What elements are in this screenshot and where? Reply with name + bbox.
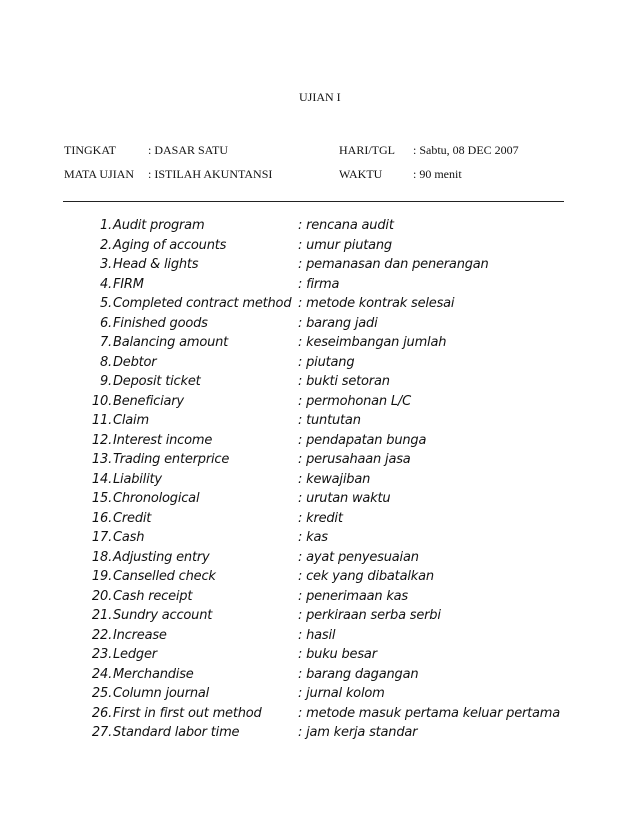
item-definition: : penerimaan kas bbox=[298, 588, 408, 604]
list-item bbox=[0, 686, 638, 706]
item-term: Chronological bbox=[113, 491, 200, 506]
list-item bbox=[0, 355, 638, 375]
waktu-value: : 90 menit bbox=[413, 167, 462, 181]
item-definition: : rencana audit bbox=[298, 218, 394, 233]
item-number: 8. bbox=[99, 354, 112, 370]
item-number: 4. bbox=[99, 276, 112, 292]
item-term: Finished goods bbox=[113, 315, 208, 331]
item-definition: : tuntutan bbox=[298, 413, 361, 428]
list-item bbox=[0, 257, 638, 277]
list-item bbox=[0, 335, 638, 355]
item-number: 13. bbox=[91, 452, 112, 467]
item-term: Head & lights bbox=[113, 257, 199, 272]
item-number: 9. bbox=[99, 374, 112, 389]
mata-ujian-label: MATA UJIAN bbox=[64, 167, 135, 181]
item-term: Cash receipt bbox=[113, 588, 193, 604]
list-item bbox=[0, 472, 638, 492]
tingkat-value: : DASAR SATU bbox=[148, 143, 229, 157]
item-definition: : permohonan L/C bbox=[298, 393, 411, 409]
item-term: Audit program bbox=[113, 218, 205, 233]
hari-label: HARI/TGL bbox=[339, 143, 395, 157]
item-number: 25. bbox=[91, 686, 112, 701]
item-term: Merchandise bbox=[113, 666, 194, 682]
item-number: 26. bbox=[91, 705, 112, 721]
list-item bbox=[0, 511, 638, 531]
item-term: Balancing amount bbox=[113, 335, 229, 350]
list-item bbox=[0, 452, 638, 472]
item-definition: : bukti setoran bbox=[298, 374, 390, 389]
item-term: Cash bbox=[113, 530, 145, 545]
item-term: Deposit ticket bbox=[113, 374, 201, 389]
list-item bbox=[0, 667, 638, 687]
item-number: 18. bbox=[91, 549, 112, 565]
item-number: 27. bbox=[91, 725, 112, 740]
item-term: Canselled check bbox=[113, 569, 216, 584]
item-definition: : perusahaan jasa bbox=[298, 452, 411, 467]
item-number: 12. bbox=[91, 432, 112, 448]
list-item bbox=[0, 628, 638, 648]
item-number: 16. bbox=[91, 510, 112, 526]
item-definition: : hasil bbox=[298, 627, 336, 643]
item-definition: : kredit bbox=[298, 510, 343, 526]
item-term: Completed contract method bbox=[113, 296, 292, 311]
tingkat-label: TINGKAT bbox=[64, 143, 116, 157]
header-divider bbox=[63, 201, 564, 202]
item-number: 10. bbox=[91, 393, 112, 409]
item-term: Sundry account bbox=[113, 608, 213, 623]
item-definition: : buku besar bbox=[298, 647, 377, 662]
item-definition: : metode kontrak selesai bbox=[298, 296, 455, 311]
item-term: Claim bbox=[113, 413, 149, 428]
item-definition: : ayat penyesuaian bbox=[298, 549, 419, 565]
item-definition: : kas bbox=[298, 530, 328, 545]
list-item bbox=[0, 550, 638, 570]
item-number: 6. bbox=[99, 315, 112, 331]
item-definition: : pemanasan dan penerangan bbox=[298, 257, 489, 272]
item-definition: : cek yang dibatalkan bbox=[298, 569, 434, 584]
item-number: 1. bbox=[99, 218, 112, 233]
item-number: 24. bbox=[91, 666, 112, 682]
item-number: 14. bbox=[91, 471, 112, 487]
item-definition: : jam kerja standar bbox=[298, 725, 418, 740]
list-item bbox=[0, 706, 638, 726]
item-number: 3. bbox=[99, 257, 112, 272]
item-term: Liability bbox=[113, 471, 162, 487]
list-item bbox=[0, 433, 638, 453]
item-number: 2. bbox=[99, 237, 112, 253]
item-term: Beneficiary bbox=[113, 393, 184, 409]
mata-ujian-value: : ISTILAH AKUNTANSI bbox=[148, 167, 273, 181]
item-term: Standard labor time bbox=[113, 725, 240, 740]
list-item bbox=[0, 277, 638, 297]
item-definition: : piutang bbox=[298, 354, 355, 370]
item-term: Trading enterprice bbox=[113, 452, 230, 467]
list-item bbox=[0, 316, 638, 336]
item-definition: : kewajiban bbox=[298, 471, 371, 487]
item-number: 7. bbox=[99, 335, 112, 350]
list-item bbox=[0, 608, 638, 628]
item-definition: : jurnal kolom bbox=[298, 686, 385, 701]
item-definition: : umur piutang bbox=[298, 237, 392, 253]
term-list bbox=[0, 218, 638, 745]
item-definition: : barang dagangan bbox=[298, 666, 419, 682]
item-term: FIRM bbox=[113, 276, 144, 292]
list-item bbox=[0, 394, 638, 414]
item-term: Debtor bbox=[113, 354, 157, 370]
item-number: 23. bbox=[91, 647, 112, 662]
list-item bbox=[0, 530, 638, 550]
list-item bbox=[0, 413, 638, 433]
list-item bbox=[0, 218, 638, 238]
list-item bbox=[0, 374, 638, 394]
item-number: 11. bbox=[91, 413, 112, 428]
list-item bbox=[0, 296, 638, 316]
item-term: Adjusting entry bbox=[113, 549, 210, 565]
list-item bbox=[0, 589, 638, 609]
item-number: 20. bbox=[91, 588, 112, 604]
item-number: 5. bbox=[99, 296, 112, 311]
item-definition: : firma bbox=[298, 276, 340, 292]
item-definition: : pendapatan bunga bbox=[298, 432, 427, 448]
item-number: 17. bbox=[91, 530, 112, 545]
item-number: 19. bbox=[91, 569, 112, 584]
item-definition: : keseimbangan jumlah bbox=[298, 335, 447, 350]
hari-value: : Sabtu, 08 DEC 2007 bbox=[413, 143, 519, 157]
item-number: 22. bbox=[91, 627, 112, 643]
item-term: First in first out method bbox=[113, 705, 262, 721]
item-term: Column journal bbox=[113, 686, 210, 701]
item-definition: : barang jadi bbox=[298, 315, 378, 331]
list-item bbox=[0, 725, 638, 745]
item-definition: : perkiraan serba serbi bbox=[298, 608, 441, 623]
item-number: 15. bbox=[91, 491, 112, 506]
list-item bbox=[0, 569, 638, 589]
item-term: Credit bbox=[113, 510, 152, 526]
exam-title: UJIAN I bbox=[299, 90, 341, 104]
item-term: Increase bbox=[113, 627, 167, 643]
item-definition: : urutan waktu bbox=[298, 491, 391, 506]
list-item bbox=[0, 647, 638, 667]
item-number: 21. bbox=[91, 608, 112, 623]
item-term: Ledger bbox=[113, 647, 157, 662]
list-item bbox=[0, 491, 638, 511]
item-term: Aging of accounts bbox=[113, 237, 227, 253]
item-definition: : metode masuk pertama keluar pertama bbox=[298, 705, 561, 721]
waktu-label: WAKTU bbox=[339, 167, 383, 181]
item-term: Interest income bbox=[113, 432, 213, 448]
list-item bbox=[0, 238, 638, 258]
